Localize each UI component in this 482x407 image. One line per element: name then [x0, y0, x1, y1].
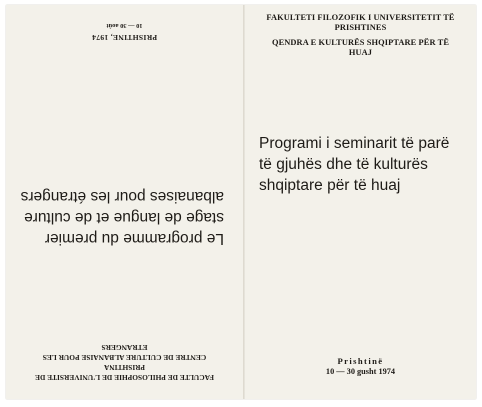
french-institution-line: PRISHTINA [103, 363, 146, 372]
french-title-line: Le programme du premier [44, 230, 224, 247]
city-line: PRISHTINES [334, 23, 387, 32]
place-label: Prishtinë [337, 356, 384, 366]
french-title [21, 186, 224, 249]
french-title-line: stage de langue et de culture [24, 209, 224, 226]
upside-down-content [6, 5, 243, 399]
faculty-line: FAKULTETI FILOZOFIK I UNIVERSITETIT TË [266, 13, 455, 22]
french-institution-line: ETRANGERS [101, 343, 148, 352]
center-header [245, 38, 476, 58]
center-line: QENDRA E KULTURËS SHQIPTARE PËR TË [271, 38, 450, 47]
main-title [259, 133, 449, 196]
title-line: Programi i seminarit të parë [259, 135, 450, 152]
french-dates: 10 — 30 août [106, 22, 143, 29]
brochure-sheet [6, 5, 476, 399]
center-line: HUAJ [348, 48, 373, 57]
front-cover-albanian [245, 5, 476, 399]
dates-label: 10 — 30 gusht 1974 [325, 367, 396, 376]
french-institution-block [6, 342, 243, 382]
french-title-line: albanaises pour les étrangers [20, 188, 224, 205]
french-institution-line: CENTRE DE CULTURE ALBANAISE POUR LES [42, 353, 207, 362]
french-place: PRISHTINE, 1974 [91, 33, 158, 42]
french-institution-line: FACULTE DE PHILOSOPHIE DE L'UNIVERSITE DE [35, 373, 214, 382]
title-line: shqiptare për të huaj [259, 177, 401, 194]
faculty-header [245, 13, 476, 33]
back-cover-french [6, 5, 243, 399]
title-line: të gjuhës dhe të kulturës [259, 156, 428, 173]
